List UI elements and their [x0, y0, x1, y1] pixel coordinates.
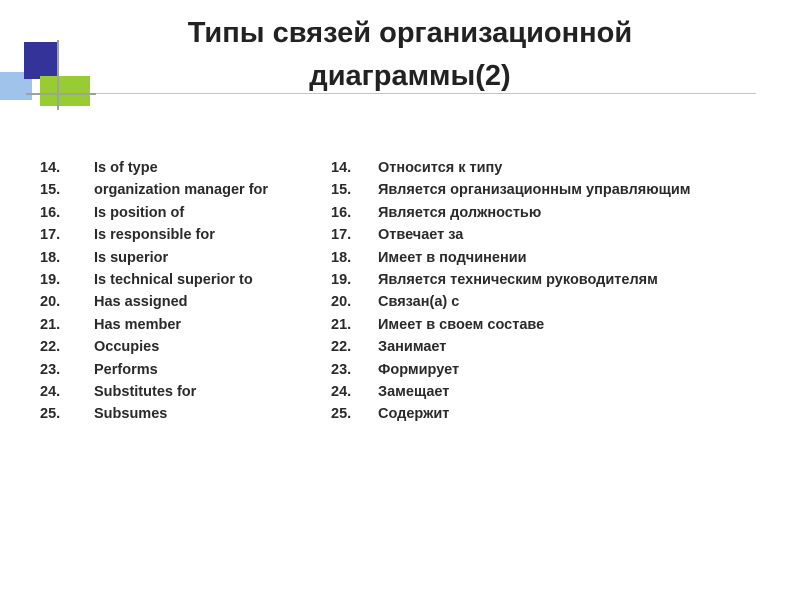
- list-item: [331, 403, 731, 425]
- item-text: Subsumes: [94, 406, 168, 423]
- list-item: [40, 269, 310, 291]
- item-number: 22.: [40, 339, 61, 356]
- list-item: [331, 291, 731, 313]
- item-text: Is technical superior to: [94, 271, 253, 288]
- item-text: Substitutes for: [94, 383, 197, 400]
- item-number: 17.: [40, 227, 61, 244]
- item-number: 14.: [331, 160, 352, 176]
- item-number: 22.: [331, 339, 352, 356]
- list-item: [40, 179, 310, 201]
- item-number: 20.: [331, 294, 352, 311]
- list-item: [331, 179, 731, 201]
- item-text: Is responsible for: [94, 227, 215, 244]
- english-terms-list: [40, 157, 310, 426]
- item-number: 18.: [331, 249, 352, 266]
- item-text: Is of type: [94, 160, 158, 176]
- item-text: Замещает: [378, 383, 450, 400]
- item-text: Формирует: [378, 361, 460, 378]
- vertical-rule: [57, 40, 59, 110]
- list-item: [40, 314, 310, 336]
- item-text: Относится к типу: [378, 160, 503, 176]
- list-item: [331, 336, 731, 358]
- item-text: Является должностью: [378, 204, 542, 221]
- item-number: 19.: [40, 271, 61, 288]
- item-number: 23.: [331, 361, 352, 378]
- item-number: 20.: [40, 294, 61, 311]
- list-item: [40, 403, 310, 425]
- item-text: Has member: [94, 316, 182, 333]
- item-number: 25.: [331, 406, 352, 423]
- item-number: 21.: [331, 316, 352, 333]
- item-number: 15.: [40, 182, 61, 199]
- item-number: 24.: [331, 383, 352, 400]
- item-text: Является техническим руководителям: [378, 271, 658, 288]
- item-number: 21.: [40, 316, 61, 333]
- item-number: 14.: [40, 160, 61, 176]
- item-text: Имеет в своем составе: [378, 316, 545, 333]
- list-item: [331, 381, 731, 403]
- list-item: [40, 381, 310, 403]
- item-number: 25.: [40, 406, 61, 423]
- item-text: Занимает: [378, 339, 447, 356]
- list-item: [40, 291, 310, 313]
- item-text: Has assigned: [94, 294, 188, 311]
- list-item: [331, 202, 731, 224]
- list-item: [331, 314, 731, 336]
- item-text: Performs: [94, 361, 158, 378]
- list-item: [331, 269, 731, 291]
- item-text: Is superior: [94, 249, 169, 266]
- list-item: [40, 224, 310, 246]
- list-item: [331, 359, 731, 381]
- item-number: 16.: [331, 204, 352, 221]
- item-number: 23.: [40, 361, 61, 378]
- item-text: Связан(а) с: [378, 294, 460, 311]
- item-number: 17.: [331, 227, 352, 244]
- green-square: [40, 76, 90, 106]
- list-item: [40, 359, 310, 381]
- item-number: 16.: [40, 204, 61, 221]
- item-number: 15.: [331, 182, 352, 199]
- item-text: Содержит: [378, 406, 450, 423]
- list-item: [331, 247, 731, 269]
- list-item: [331, 157, 731, 179]
- item-number: 18.: [40, 249, 61, 266]
- item-text: Отвечает за: [378, 227, 464, 244]
- list-item: [40, 336, 310, 358]
- item-text: organization manager for: [94, 182, 269, 199]
- item-text: Occupies: [94, 339, 160, 356]
- list-item: [331, 224, 731, 246]
- item-number: 19.: [331, 271, 352, 288]
- list-item: [40, 157, 310, 179]
- russian-terms-list: [331, 157, 731, 426]
- title-line-1: Типы связей организационной: [187, 17, 633, 49]
- title-line-2: диаграммы(2): [309, 60, 511, 92]
- item-text: Is position of: [94, 204, 185, 221]
- corner-decoration: [0, 0, 110, 115]
- blue-square: [24, 42, 58, 79]
- horizontal-rule: [26, 93, 96, 95]
- item-number: 24.: [40, 383, 61, 400]
- item-text: Имеет в подчинении: [378, 249, 527, 266]
- list-item: [40, 247, 310, 269]
- list-item: [40, 202, 310, 224]
- slide-title: [130, 12, 690, 98]
- item-text: Является организационным управляющим: [378, 182, 691, 199]
